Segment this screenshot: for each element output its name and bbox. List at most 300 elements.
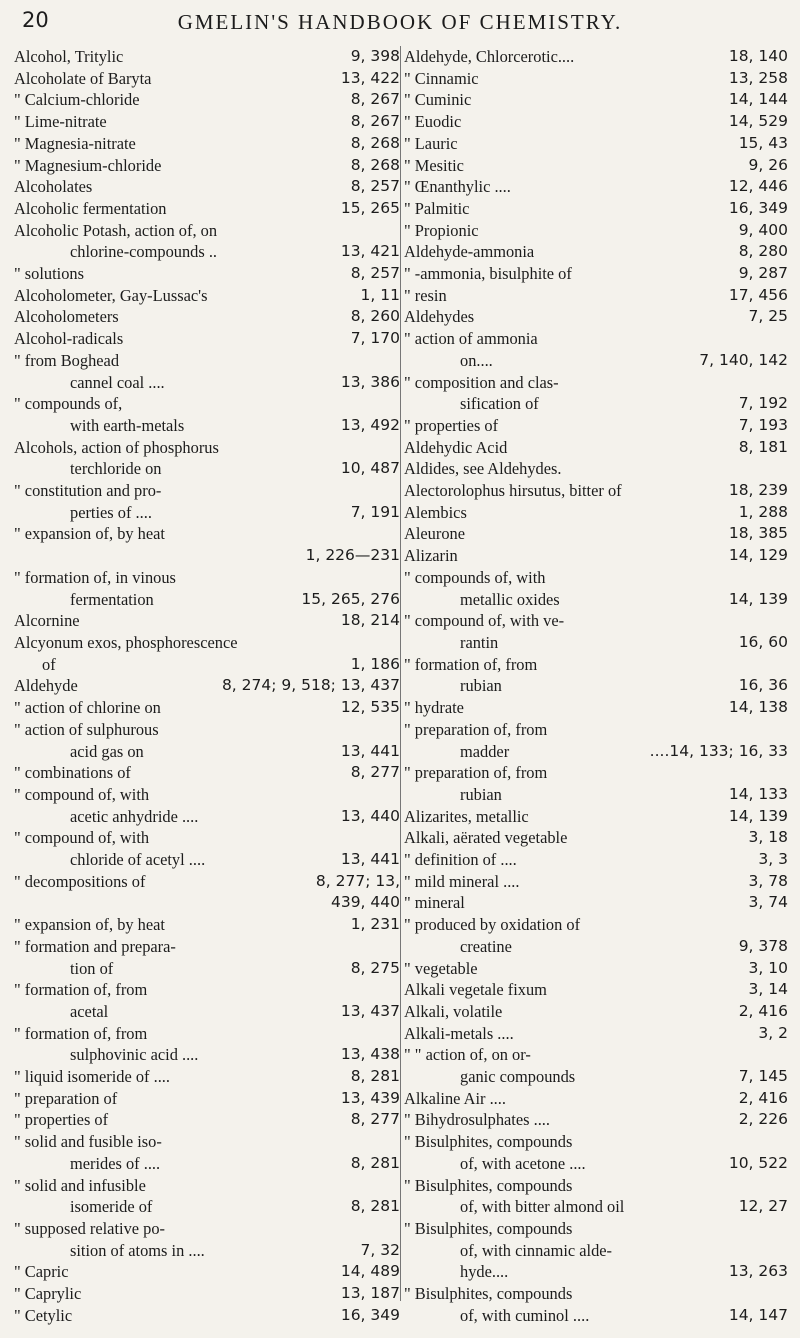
- index-entry: [14, 697, 400, 719]
- index-entry: [404, 198, 788, 220]
- entry-refs: 2, 416: [738, 1088, 788, 1107]
- index-entry: [14, 328, 400, 350]
- entry-refs: 7, 192: [738, 394, 788, 413]
- entry-refs: 8, 277: [350, 1110, 400, 1129]
- entry-text: Aldehydic Acid: [404, 437, 508, 457]
- entry-refs: 17, 456: [728, 285, 788, 304]
- index-entry: [14, 675, 400, 697]
- entry-text: Alkali vegetale fixum: [404, 980, 547, 1000]
- entry-refs: 3, 14: [748, 980, 788, 999]
- entry-refs: 2, 226: [738, 1110, 788, 1129]
- index-entry: [14, 437, 400, 459]
- entry-text: hyde....: [460, 1262, 509, 1282]
- entry-refs: 8, 257: [350, 177, 400, 196]
- entry-refs: 3, 18: [748, 828, 788, 847]
- index-entry: [404, 1305, 788, 1327]
- entry-text: " mild mineral ....: [404, 871, 520, 891]
- index-entry: [404, 697, 788, 719]
- entry-text: " Caprylic: [14, 1284, 82, 1304]
- index-entry: [14, 89, 400, 111]
- entry-text: " Magnesia-nitrate: [14, 133, 136, 153]
- entry-text: " formation and prepara-: [14, 936, 176, 956]
- entry-text: of: [42, 654, 56, 674]
- index-entry: [14, 263, 400, 285]
- index-entry: [14, 567, 400, 589]
- entry-text: madder: [460, 741, 510, 761]
- entry-refs: 14, 489: [340, 1262, 400, 1281]
- index-entry: [14, 1283, 400, 1305]
- entry-text: " decompositions of: [14, 871, 146, 891]
- entry-text: creatine: [460, 936, 512, 956]
- entry-text: " definition of ....: [404, 850, 517, 870]
- entry-refs: 3, 78: [748, 871, 788, 890]
- entry-text: Alembics: [404, 502, 467, 522]
- index-entry: [404, 46, 788, 68]
- index-entry: [14, 372, 400, 394]
- index-entry: [404, 545, 788, 567]
- index-entry: [14, 806, 400, 828]
- index-entry: [404, 1283, 788, 1305]
- entry-text: " compounds of,: [14, 394, 123, 414]
- index-entry: [14, 849, 400, 871]
- entry-text: [14, 545, 302, 567]
- index-entry: [14, 719, 400, 741]
- index-entry: [404, 306, 788, 328]
- page-number: 20: [22, 8, 49, 32]
- entry-text: " " action of, on or-: [404, 1045, 531, 1065]
- entry-text: " combinations of: [14, 763, 131, 783]
- index-entry: [404, 719, 788, 741]
- entry-text: with earth-metals: [70, 415, 185, 435]
- entry-text: " supposed relative po-: [14, 1218, 165, 1238]
- entry-refs: 8, 268: [350, 133, 400, 152]
- entry-text: Alcohol, Tritylic: [14, 47, 124, 66]
- entry-refs: [784, 372, 788, 394]
- entry-text: " solid and fusible iso-: [14, 1132, 162, 1152]
- index-entry: [404, 1175, 788, 1197]
- index-entry: [404, 241, 788, 263]
- entry-refs: 7, 140, 142: [699, 350, 788, 369]
- index-entry: [14, 1044, 400, 1066]
- index-entry: [14, 762, 400, 784]
- entry-text: chlorine-compounds ..: [70, 242, 218, 262]
- entry-refs: [784, 610, 788, 632]
- index-entry: [404, 480, 788, 502]
- entry-text: Alkaline Air ....: [404, 1088, 506, 1108]
- entry-text: Alkali, volatile: [404, 1001, 503, 1021]
- index-entry: [14, 306, 400, 328]
- entry-text: " action of sulphurous: [14, 719, 159, 739]
- index-entry: [14, 654, 400, 676]
- entry-text: terchloride on: [70, 459, 162, 479]
- entry-refs: 1, 11: [360, 285, 400, 304]
- entry-text: " Mesitic: [404, 155, 464, 175]
- index-entry: [14, 632, 400, 654]
- entry-text: " compound of, with: [14, 828, 150, 848]
- index-entry: [14, 610, 400, 632]
- entry-refs: 2, 416: [738, 1001, 788, 1020]
- entry-text: " preparation of: [14, 1088, 118, 1108]
- entry-text: " from Boghead: [14, 350, 120, 370]
- index-entry: [404, 589, 788, 611]
- entry-refs: 15, 265, 276: [301, 589, 400, 608]
- index-entry: [14, 1109, 400, 1131]
- entry-text: ganic compounds: [460, 1067, 576, 1087]
- entry-refs: 14, 138: [728, 698, 788, 717]
- index-entry: [14, 1261, 400, 1283]
- entry-refs: 13, 422: [340, 68, 400, 87]
- index-entry: [404, 1153, 788, 1175]
- entry-text: Aldehyde-ammonia: [404, 242, 535, 262]
- entry-refs: ....14, 133; 16, 33: [649, 741, 788, 760]
- entry-text: Alcyonum exos, phosphorescence: [14, 632, 238, 652]
- entry-text: of, with bitter almond oil: [460, 1197, 625, 1217]
- entry-refs: 439, 440: [330, 893, 400, 912]
- column-divider: [400, 46, 401, 1301]
- entry-refs: 12, 27: [738, 1197, 788, 1216]
- index-entry: [404, 1131, 788, 1153]
- entry-text: " Magnesium-chloride: [14, 155, 162, 175]
- index-entry: [14, 1023, 400, 1045]
- entry-text: acetic anhydride ....: [70, 806, 199, 826]
- index-entry: [14, 936, 400, 958]
- entry-refs: 9, 26: [748, 155, 788, 174]
- entry-refs: 13, 258: [728, 68, 788, 87]
- entry-text: fermentation: [70, 589, 154, 609]
- index-entry: [404, 1218, 788, 1240]
- index-entry: [14, 415, 400, 437]
- entry-text: Alizarin: [404, 546, 458, 566]
- index-entry: [404, 567, 788, 589]
- index-entry: [404, 285, 788, 307]
- entry-refs: 18, 214: [340, 611, 400, 630]
- index-entry: [404, 1261, 788, 1283]
- index-entry: [14, 1218, 400, 1240]
- entry-refs: [784, 1131, 788, 1153]
- index-entry: [14, 241, 400, 263]
- index-entry: [404, 1066, 788, 1088]
- index-entry: [14, 480, 400, 502]
- entry-text: " action of ammonia: [404, 329, 538, 349]
- entry-text: " Palmitic: [404, 198, 470, 218]
- entry-text: metallic oxides: [460, 589, 560, 609]
- entry-refs: 8, 277; 13,: [315, 871, 400, 890]
- entry-refs: 8, 268: [350, 155, 400, 174]
- entry-refs: 14, 529: [728, 112, 788, 131]
- entry-refs: 1, 186: [350, 654, 400, 673]
- entry-text: rubian: [460, 676, 502, 696]
- index-entry: [404, 806, 788, 828]
- index-entry: [14, 155, 400, 177]
- index-entry: [404, 350, 788, 372]
- entry-text: " Calcium-chloride: [14, 90, 140, 110]
- entry-text: " expansion of, by heat: [14, 524, 165, 544]
- index-entry: [404, 762, 788, 784]
- index-entry: [404, 610, 788, 632]
- entry-refs: 16, 36: [738, 676, 788, 695]
- index-entry: [404, 979, 788, 1001]
- index-entry: [14, 1153, 400, 1175]
- index-entry: [14, 393, 400, 415]
- entry-text: of, with cuminol ....: [460, 1305, 590, 1325]
- index-entry: [14, 871, 400, 893]
- entry-refs: 7, 145: [738, 1067, 788, 1086]
- index-entry: [14, 1196, 400, 1218]
- index-entry: [404, 784, 788, 806]
- index-entry: [404, 1001, 788, 1023]
- index-entry: [14, 523, 400, 545]
- entry-refs: 13, 440: [340, 806, 400, 825]
- index-entry: [404, 523, 788, 545]
- entry-refs: 15, 265: [340, 198, 400, 217]
- entry-text: sition of atoms in ....: [70, 1240, 205, 1260]
- entry-refs: 14, 147: [728, 1305, 788, 1324]
- entry-refs: 8, 260: [350, 307, 400, 326]
- entry-refs: 13, 439: [340, 1088, 400, 1107]
- entry-text: " expansion of, by heat: [14, 915, 165, 935]
- index-entry: [404, 827, 788, 849]
- entry-refs: 14, 139: [728, 589, 788, 608]
- index-entry: [404, 1088, 788, 1110]
- entry-text: Alcohols, action of phosphorus: [14, 437, 219, 457]
- entry-text: Alkali, aërated vegetable: [404, 828, 568, 848]
- entry-text: on....: [460, 350, 493, 370]
- index-entry: [404, 871, 788, 893]
- entry-refs: [784, 1240, 788, 1262]
- index-entry: [404, 1196, 788, 1218]
- entry-refs: 14, 129: [728, 546, 788, 565]
- entry-refs: 8, 267: [350, 112, 400, 131]
- entry-text: rubian: [460, 784, 502, 804]
- index-column-right: [404, 46, 788, 1326]
- index-entry: [404, 437, 788, 459]
- index-entry: [14, 914, 400, 936]
- index-entry: [14, 68, 400, 90]
- index-entry: [14, 958, 400, 980]
- entry-text: sification of: [460, 394, 539, 414]
- index-entry: [404, 89, 788, 111]
- entry-text: " Cetylic: [14, 1305, 73, 1325]
- entry-text: Alectorolophus hirsutus, bitter of: [404, 481, 622, 501]
- entry-text: Aldehyde, Chlorcerotic....: [404, 47, 575, 66]
- entry-refs: 16, 349: [340, 1305, 400, 1324]
- entry-refs: 14, 133: [728, 784, 788, 803]
- entry-refs: 9, 400: [738, 220, 788, 239]
- entry-refs: 18, 239: [728, 481, 788, 500]
- index-entry: [404, 393, 788, 415]
- entry-text: Alizarites, metallic: [404, 806, 529, 826]
- entry-text: perties of ....: [70, 502, 152, 522]
- entry-refs: 12, 446: [728, 177, 788, 196]
- index-entry: [404, 1044, 788, 1066]
- entry-refs: 7, 193: [738, 415, 788, 434]
- entry-refs: 8, 281: [350, 1067, 400, 1086]
- entry-text: " resin: [404, 285, 447, 305]
- entry-refs: 8, 281: [350, 1153, 400, 1172]
- entry-refs: 7, 32: [360, 1240, 400, 1259]
- entry-text: " Propionic: [404, 220, 479, 240]
- entry-refs: 13, 263: [728, 1262, 788, 1281]
- index-entry: [14, 784, 400, 806]
- entry-refs: 8, 280: [738, 242, 788, 261]
- entry-text: Alcoholic fermentation: [14, 198, 167, 218]
- entry-text: " solid and infusible: [14, 1175, 146, 1195]
- entry-text: " Bisulphites, compounds: [404, 1132, 573, 1152]
- entry-text: " preparation of, from: [404, 719, 548, 739]
- index-entry: [404, 176, 788, 198]
- index-entry: [404, 155, 788, 177]
- index-entry: [404, 220, 788, 242]
- entry-refs: 10, 522: [728, 1153, 788, 1172]
- entry-text: tion of: [70, 958, 114, 978]
- entry-text: rantin: [460, 632, 499, 652]
- entry-refs: 3, 74: [748, 893, 788, 912]
- entry-refs: 14, 144: [728, 90, 788, 109]
- entry-refs: 13, 492: [340, 415, 400, 434]
- index-entry: [14, 1088, 400, 1110]
- entry-text: " formation of, from: [14, 980, 148, 1000]
- index-entry: [14, 502, 400, 524]
- entry-refs: 13, 441: [340, 741, 400, 760]
- entry-refs: 8, 257: [350, 264, 400, 283]
- entry-refs: 13, 187: [340, 1284, 400, 1303]
- entry-refs: 7, 191: [350, 502, 400, 521]
- index-entry: [14, 111, 400, 133]
- entry-refs: [784, 1044, 788, 1066]
- entry-text: merides of ....: [70, 1153, 161, 1173]
- entry-text: " preparation of, from: [404, 763, 548, 783]
- index-entry: [404, 675, 788, 697]
- index-entry: [404, 68, 788, 90]
- entry-refs: 7, 170: [350, 329, 400, 348]
- entry-text: Alcoholates: [14, 177, 93, 197]
- entry-text: " Bisulphites, compounds: [404, 1218, 573, 1238]
- entry-text: " constitution and pro-: [14, 481, 162, 501]
- index-entry: [404, 502, 788, 524]
- index-entry: [14, 1066, 400, 1088]
- entry-text: " produced by oxidation of: [404, 915, 581, 935]
- entry-refs: 8, 181: [738, 437, 788, 456]
- entry-refs: 15, 43: [738, 133, 788, 152]
- entry-text: acid gas on: [70, 741, 144, 761]
- index-entry: [404, 958, 788, 980]
- entry-text: Alcornine: [14, 611, 80, 631]
- entry-text: " formation of, in vinous: [14, 567, 176, 587]
- index-entry: [404, 458, 788, 480]
- index-entry: [14, 1240, 400, 1262]
- entry-text: Alcoholic Potash, action of, on: [14, 220, 218, 240]
- index-entry: [14, 46, 400, 68]
- entry-text: of, with cinnamic alde-: [460, 1240, 613, 1260]
- entry-text: " properties of: [404, 415, 499, 435]
- entry-text: " Lauric: [404, 133, 458, 153]
- entry-refs: 8, 275: [350, 958, 400, 977]
- entry-text: " solutions: [14, 264, 84, 284]
- entry-text: Alcohol-radicals: [14, 329, 124, 349]
- entry-text: chloride of acetyl ....: [70, 850, 206, 870]
- index-entry: [14, 176, 400, 198]
- entry-refs: 3, 10: [748, 958, 788, 977]
- entry-text: " Cinnamic: [404, 68, 479, 88]
- entry-refs: 14, 139: [728, 806, 788, 825]
- entry-refs: [784, 719, 788, 741]
- index-entry: [14, 589, 400, 611]
- entry-refs: 16, 349: [728, 198, 788, 217]
- index-entry: [404, 1109, 788, 1131]
- index-entry: [14, 133, 400, 155]
- entry-refs: 7, 25: [748, 307, 788, 326]
- entry-text: Alcoholometer, Gay-Lussac's: [14, 285, 208, 305]
- index-entry: [14, 827, 400, 849]
- entry-text: " Lime-nitrate: [14, 112, 107, 132]
- entry-refs: [784, 458, 788, 480]
- index-entry: [14, 1305, 400, 1327]
- index-entry: [14, 220, 400, 242]
- index-entry: [14, 979, 400, 1001]
- entry-refs: 13, 421: [340, 242, 400, 261]
- index-entry: [404, 111, 788, 133]
- entry-text: " compound of, with: [14, 784, 150, 804]
- entry-refs: [784, 567, 788, 589]
- index-entry: [404, 372, 788, 394]
- entry-text: " formation of, from: [14, 1023, 148, 1043]
- index-entry: [14, 1175, 400, 1197]
- index-entry: [14, 350, 400, 372]
- entry-refs: 8, 267: [350, 90, 400, 109]
- index-entry: [404, 654, 788, 676]
- entry-text: cannel coal ....: [70, 372, 165, 392]
- entry-refs: 13, 438: [340, 1045, 400, 1064]
- entry-text: " mineral: [404, 893, 465, 913]
- entry-text: Aldides, see Aldehydes.: [404, 459, 562, 479]
- entry-refs: 8, 277: [350, 763, 400, 782]
- entry-text: " Œnanthylic ....: [404, 177, 511, 197]
- entry-refs: 16, 60: [738, 632, 788, 651]
- index-entry: [404, 632, 788, 654]
- entry-refs: [784, 654, 788, 676]
- index-entry: [404, 1240, 788, 1262]
- entry-refs: [784, 1175, 788, 1197]
- entry-refs: [784, 914, 788, 936]
- entry-text: " liquid isomeride of ....: [14, 1067, 171, 1087]
- entry-refs: 1, 226—231: [305, 546, 400, 565]
- entry-refs: 8, 281: [350, 1197, 400, 1216]
- entry-refs: 9, 287: [738, 264, 788, 283]
- entry-text: " properties of: [14, 1110, 109, 1130]
- entry-text: " -ammonia, bisulphite of: [404, 264, 572, 284]
- index-entry: [14, 741, 400, 763]
- entry-text: Alcoholate of Baryta: [14, 68, 152, 88]
- entry-text: sulphovinic acid ....: [70, 1045, 199, 1065]
- entry-refs: 13, 386: [340, 372, 400, 391]
- entry-refs: 10, 487: [340, 459, 400, 478]
- entry-text: Alcoholometers: [14, 307, 119, 327]
- entry-refs: 8, 274; 9, 518; 13, 437: [221, 676, 400, 695]
- entry-refs: 1, 231: [350, 915, 400, 934]
- index-entry: [404, 263, 788, 285]
- index-entry: [404, 415, 788, 437]
- index-entry: [404, 1023, 788, 1045]
- entry-refs: 3, 2: [758, 1023, 788, 1042]
- entry-refs: [784, 762, 788, 784]
- entry-refs: 1, 288: [738, 502, 788, 521]
- index-entry: [14, 198, 400, 220]
- index-entry: [14, 1001, 400, 1023]
- index-entry: [404, 328, 788, 350]
- entry-refs: [784, 328, 788, 350]
- index-entry: [404, 936, 788, 958]
- entry-refs: 9, 398: [350, 47, 400, 65]
